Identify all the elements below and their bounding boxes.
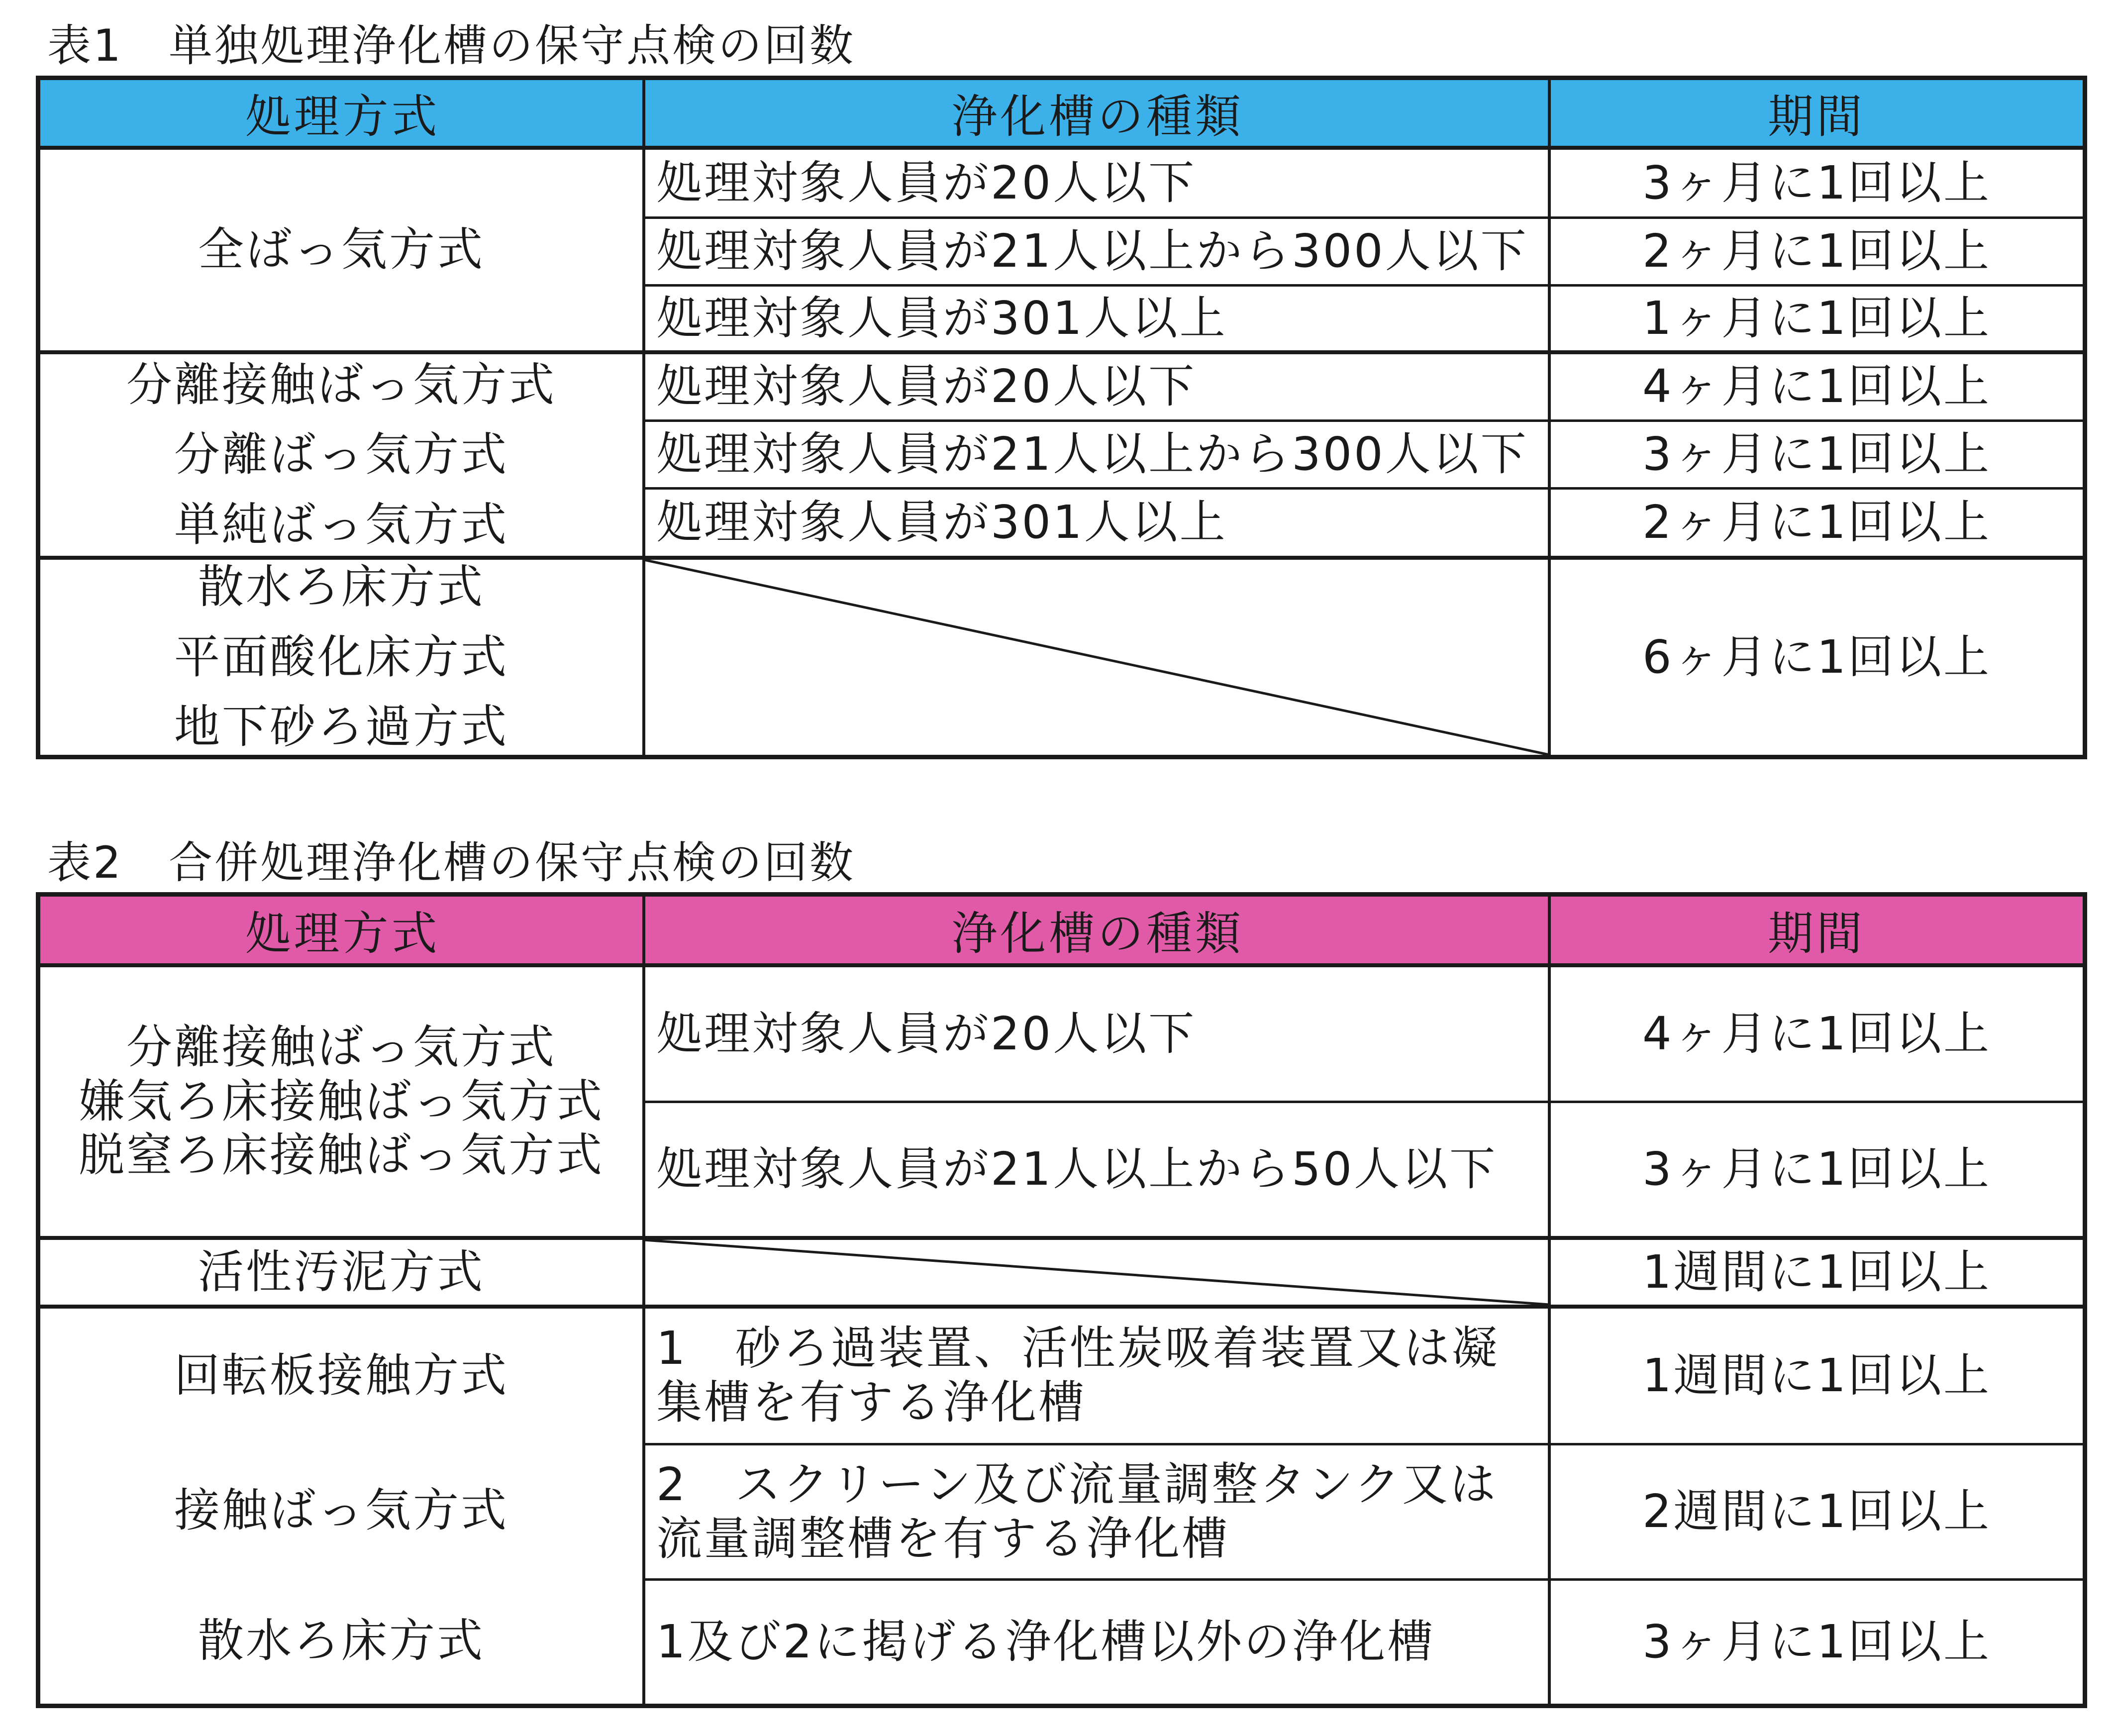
type-line: 1及び2に掲げる浄化槽以外の浄化槽 [656, 1615, 1435, 1669]
period-cell: 6ヶ月に1回以上 [1642, 630, 1992, 684]
method-name: 平面酸化床方式 [174, 630, 508, 684]
header-period: 期間 [1767, 907, 1865, 960]
type-line: 1 砂ろ過装置、活性炭吸着装置又は凝 [656, 1322, 1500, 1375]
period-cell: 2週間に1回以上 [1642, 1485, 1992, 1538]
type-cell [645, 1309, 1548, 1443]
header-method: 処理方式 [245, 907, 440, 960]
table2-header [40, 897, 2083, 967]
period-cell: 1ヶ月に1回以上 [1642, 291, 1992, 345]
table1-caption: 表1 単独処理浄化槽の保守点検の回数 [47, 20, 855, 71]
table2 [36, 892, 2087, 1708]
empty-cell-diagonal [644, 1240, 1549, 1305]
method-name: 分離ばっ気方式 [174, 428, 508, 482]
method-cell [40, 354, 642, 556]
period-cell: 3ヶ月に1回以上 [1642, 427, 1992, 481]
type-line: 流量調整槽を有する浄化槽 [656, 1512, 1230, 1565]
method-cell [40, 150, 642, 350]
method-name: 単純ばっ気方式 [174, 498, 508, 551]
method-cell [40, 1240, 642, 1305]
type-cell: 処理対象人員が21人以上から300人以下 [656, 224, 1528, 278]
type-cell [645, 1445, 1548, 1578]
table1 [36, 76, 2087, 759]
method-name: 接触ばっ気方式 [174, 1483, 508, 1537]
method-name: 分離接触ばっ気方式 [126, 1021, 556, 1074]
method-cell [40, 1309, 642, 1443]
type-line: 2 スクリーン及び流量調整タンク又は [656, 1457, 1498, 1511]
header-type: 浄化槽の種類 [951, 90, 1244, 143]
method-cell [40, 1578, 642, 1704]
table2-caption: 表2 合併処理浄化槽の保守点検の回数 [47, 837, 855, 888]
type-cell: 処理対象人員が20人以下 [656, 1007, 1197, 1060]
method-cell [40, 1443, 642, 1578]
type-cell: 処理対象人員が20人以下 [656, 360, 1197, 413]
period-cell: 2ヶ月に1回以上 [1642, 224, 1992, 278]
method-name: 散水ろ床方式 [198, 560, 485, 614]
type-cell [645, 1581, 1548, 1704]
period-cell: 4ヶ月に1回以上 [1642, 360, 1992, 413]
empty-cell-diagonal [644, 560, 1549, 755]
method-cell [40, 560, 642, 755]
period-cell: 1週間に1回以上 [1642, 1245, 1992, 1299]
method-name: 嫌気ろ床接触ばっ気方式 [78, 1074, 604, 1128]
group-divider [40, 556, 2083, 560]
type-cell: 処理対象人員が301人以上 [656, 496, 1227, 549]
header-type: 浄化槽の種類 [951, 907, 1244, 960]
period-cell: 4ヶ月に1回以上 [1642, 1007, 1992, 1060]
group-divider [40, 1236, 2083, 1240]
type-line: 集槽を有する浄化槽 [656, 1376, 1087, 1429]
method-name: 回転板接触方式 [174, 1348, 508, 1402]
header-method: 処理方式 [245, 90, 440, 143]
type-cell: 処理対象人員が20人以下 [656, 156, 1197, 210]
method-name: 活性汚泥方式 [198, 1245, 485, 1299]
period-cell: 3ヶ月に1回以上 [1642, 1142, 1992, 1196]
period-cell: 3ヶ月に1回以上 [1642, 156, 1992, 210]
method-name: 全ばっ気方式 [198, 223, 485, 277]
period-cell: 1週間に1回以上 [1642, 1348, 1992, 1402]
type-cell: 処理対象人員が301人以上 [656, 291, 1227, 345]
type-cell: 処理対象人員が21人以上から300人以下 [656, 427, 1528, 481]
method-name: 散水ろ床方式 [198, 1614, 485, 1667]
period-cell: 3ヶ月に1回以上 [1642, 1615, 1992, 1669]
method-name: 脱窒ろ床接触ばっ気方式 [78, 1128, 604, 1182]
method-name: 分離接触ばっ気方式 [126, 358, 556, 411]
table1-header [40, 80, 2083, 150]
method-name: 地下砂ろ過方式 [174, 700, 508, 754]
header-period: 期間 [1767, 90, 1865, 143]
period-cell: 2ヶ月に1回以上 [1642, 496, 1992, 549]
group-divider [40, 1305, 2083, 1309]
method-cell [40, 967, 642, 1236]
group-divider [40, 350, 2083, 354]
type-cell: 処理対象人員が21人以上から50人以下 [656, 1142, 1498, 1196]
